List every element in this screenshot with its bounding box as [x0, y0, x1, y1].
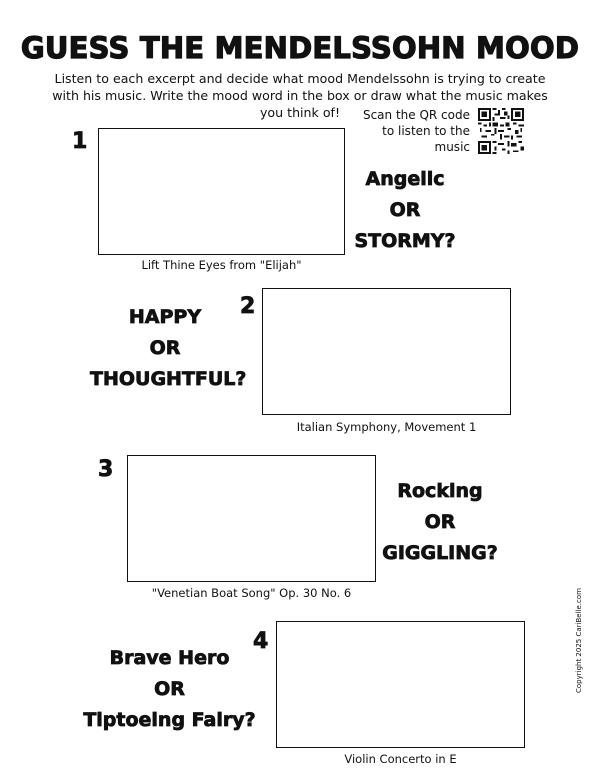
excerpt-1-choices [340, 164, 470, 257]
copyright-notice: Copyright 2025 CariBelle.com [575, 588, 583, 693]
excerpt-3-choice-a: Rocking [397, 480, 483, 502]
excerpt-1-caption: Lift Thine Eyes from "Elijah" [141, 258, 302, 272]
excerpt-2-choice-a: HAPPY [128, 306, 202, 328]
qr-instructions [362, 107, 470, 155]
qr-line-1: Scan the QR code [362, 108, 470, 122]
excerpt-4-answer-box[interactable] [276, 621, 525, 748]
excerpt-4-choices [72, 643, 267, 736]
excerpt-1-or: OR [389, 199, 421, 221]
excerpt-1-number: 1 [72, 129, 88, 154]
excerpt-2-choices [90, 302, 247, 395]
excerpt-1-answer-box[interactable] [98, 128, 345, 255]
excerpt-4-number: 4 [253, 629, 269, 654]
excerpt-2-answer-box[interactable] [262, 288, 511, 415]
instructions-text: Listen to each excerpt and decide what mood Mendelssohn is trying to create with his music. Write the mood word in the box or draw what the music makes you think of! [52, 71, 548, 120]
excerpt-3-caption: "Venetian Boat Song" Op. 30 No. 6 [151, 586, 352, 600]
excerpt-3-or: OR [424, 511, 456, 533]
excerpt-1-choice-a: Angelic [365, 168, 445, 190]
excerpt-3-choices [375, 476, 505, 569]
excerpt-4-choice-b: Tiptoeing Fairy? [83, 709, 256, 731]
page-title: GUESS THE MENDELSSOHN MOOD [20, 31, 580, 65]
excerpt-2-or: OR [149, 337, 181, 359]
excerpt-2-number: 2 [240, 294, 256, 319]
excerpt-1-choice-b: STORMY? [354, 230, 456, 252]
excerpt-3-choice-b: GIGGLING? [382, 542, 498, 564]
excerpt-3-number: 3 [98, 457, 114, 482]
excerpt-2-caption: Italian Symphony, Movement 1 [296, 420, 477, 434]
excerpt-3-answer-box[interactable] [127, 455, 376, 582]
qr-line-3: music [434, 140, 470, 154]
qr-code-icon[interactable] [478, 107, 524, 155]
excerpt-4-choice-a: Brave Hero [109, 647, 230, 669]
excerpt-4-or: OR [154, 678, 185, 700]
excerpt-2-choice-b: THOUGHTFUL? [90, 368, 247, 390]
excerpt-4-caption: Violin Concerto in E [344, 752, 457, 766]
qr-line-2: to listen to the [382, 124, 470, 138]
